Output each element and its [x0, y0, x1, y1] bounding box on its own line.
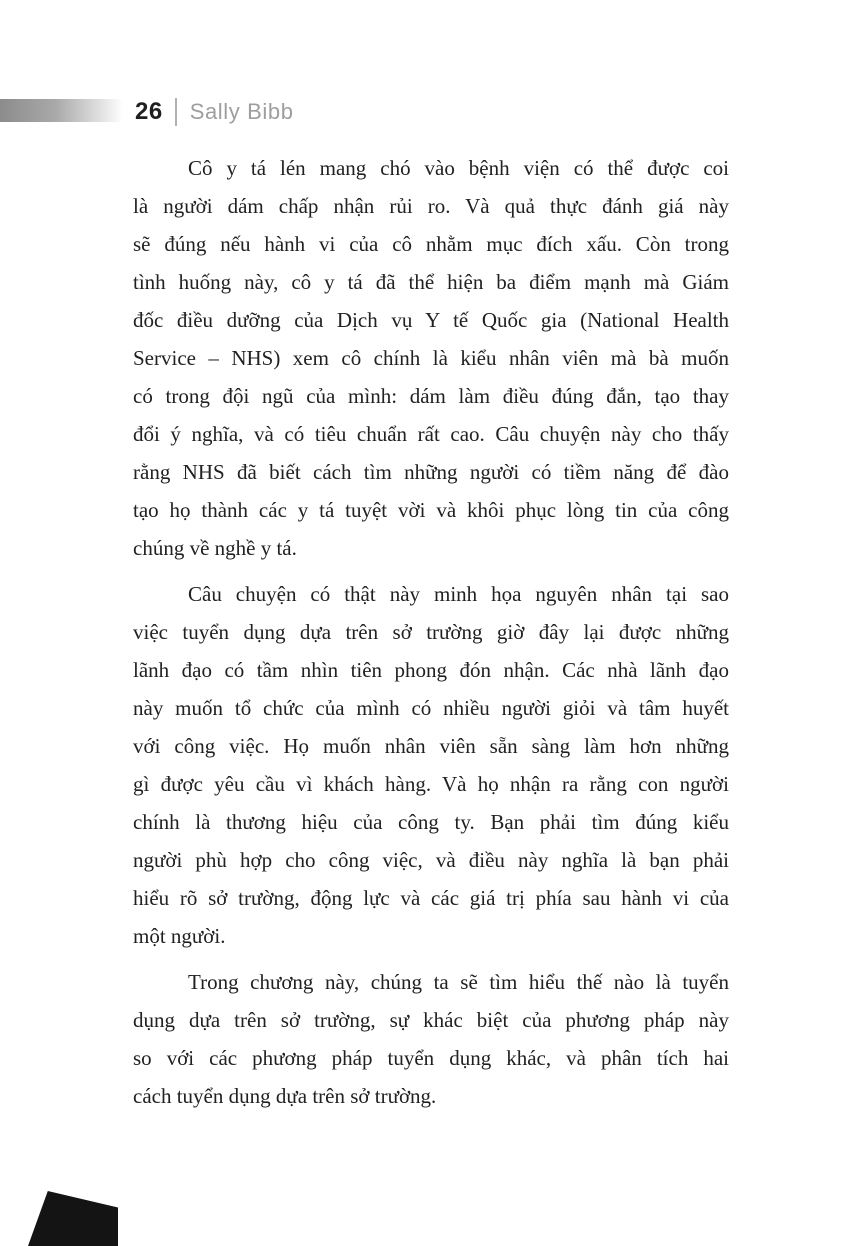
- text-line: hiểu rõ sở trường, động lực và các giá trị phía sau hành vi của: [133, 886, 729, 910]
- text-line: là người dám chấp nhận rủi ro. Và quả thực đánh giá này: [133, 194, 729, 218]
- page-corner-mark: [28, 1191, 118, 1246]
- text-line: sẽ đúng nếu hành vi của cô nhằm mục đích xấu. Còn trong: [133, 232, 729, 256]
- paragraph-1: [133, 149, 729, 567]
- text-line: một người.: [133, 924, 226, 948]
- body-text-column: [133, 149, 729, 1123]
- text-line: Trong chương này, chúng ta sẽ tìm hiểu thế nào là tuyển: [188, 970, 729, 994]
- header-divider: [175, 98, 177, 126]
- text-line: này muốn tổ chức của mình có nhiều người giỏi và tâm huyết: [133, 696, 729, 720]
- page-number: 26: [135, 98, 163, 125]
- header-gradient-bar: [0, 99, 123, 122]
- text-line: tình huống này, cô y tá đã thể hiện ba điểm mạnh mà Giám: [133, 270, 729, 294]
- text-line: so với các phương pháp tuyển dụng khác, và phân tích hai: [133, 1046, 729, 1070]
- text-line: đổi ý nghĩa, và có tiêu chuẩn rất cao. Câu chuyện này cho thấy: [133, 422, 729, 446]
- text-line: có trong đội ngũ của mình: dám làm điều đúng đắn, tạo thay: [133, 384, 729, 408]
- text-line: lãnh đạo có tầm nhìn tiên phong đón nhận. Các nhà lãnh đạo: [133, 658, 729, 682]
- text-line: Cô y tá lén mang chó vào bệnh viện có thể được coi: [188, 156, 729, 180]
- text-line: chúng về nghề y tá.: [133, 536, 297, 560]
- text-line: đốc điều dưỡng của Dịch vụ Y tế Quốc gia (National Health: [133, 308, 729, 332]
- text-line: Service – NHS) xem cô chính là kiểu nhân viên mà bà muốn: [133, 346, 729, 370]
- paragraph-2: [133, 575, 729, 955]
- paragraph-3: [133, 963, 729, 1115]
- text-line: cách tuyển dụng dựa trên sở trường.: [133, 1084, 437, 1108]
- text-line: chính là thương hiệu của công ty. Bạn phải tìm đúng kiểu: [133, 810, 729, 834]
- text-line: việc tuyển dụng dựa trên sở trường giờ đây lại được những: [133, 620, 729, 644]
- text-line: Câu chuyện có thật này minh họa nguyên nhân tại sao: [188, 582, 729, 606]
- author-name: Sally Bibb: [189, 99, 294, 124]
- text-line: gì được yêu cầu vì khách hàng. Và họ nhận ra rằng con người: [133, 772, 729, 796]
- text-line: dụng dựa trên sở trường, sự khác biệt của phương pháp này: [133, 1008, 729, 1032]
- running-head: [135, 96, 294, 128]
- text-line: rằng NHS đã biết cách tìm những người có tiềm năng để đào: [133, 460, 729, 484]
- text-line: với công việc. Họ muốn nhân viên sẵn sàng làm hơn những: [133, 734, 729, 758]
- text-line: tạo họ thành các y tá tuyệt vời và khôi phục lòng tin của công: [133, 498, 729, 522]
- text-line: người phù hợp cho công việc, và điều này nghĩa là bạn phải: [133, 848, 729, 872]
